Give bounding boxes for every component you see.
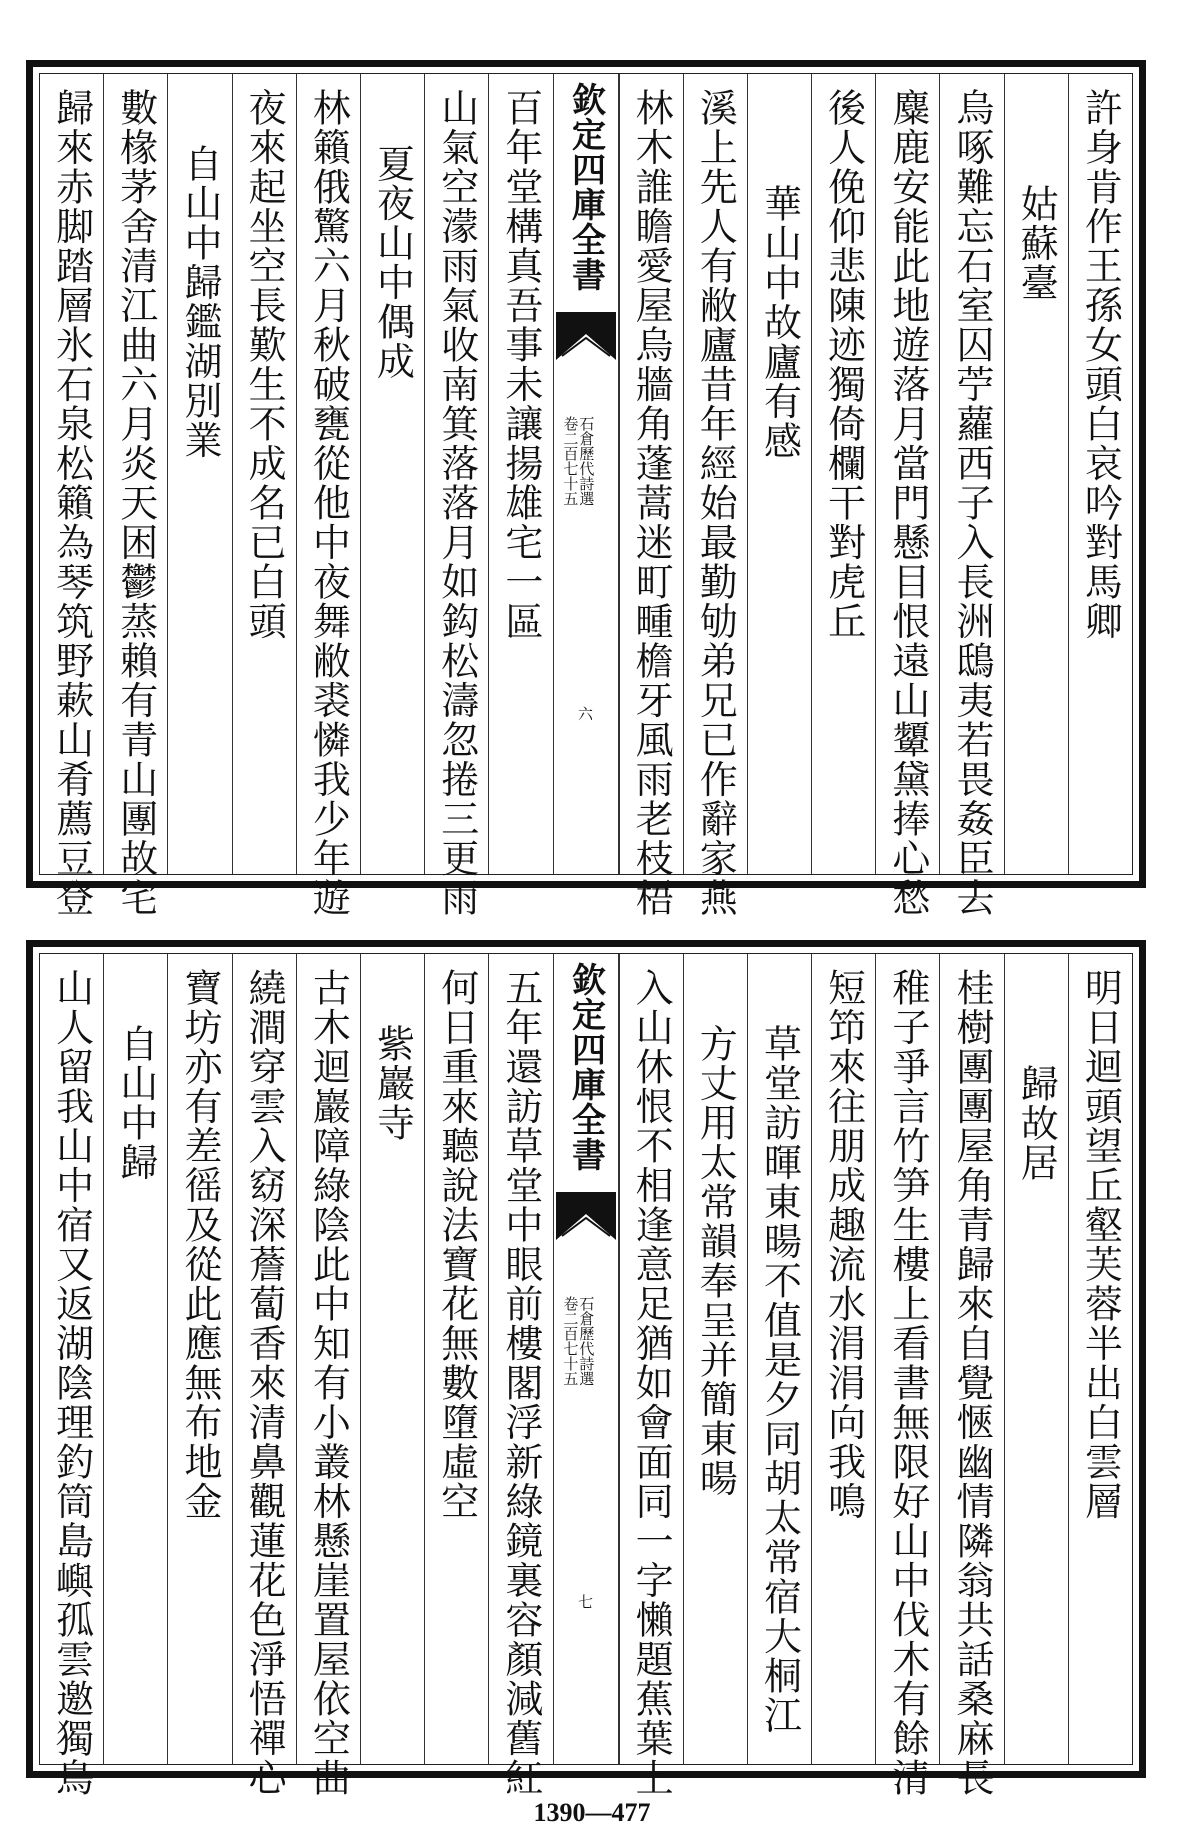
- juan-label: 卷二百七十五: [561, 416, 580, 506]
- verse-line: 溪上先人有敝廬昔年經始最勤劬弟兄已作辭家燕: [693, 88, 738, 918]
- verse-line: 烏啄難忘石室囚苧蘿西子入長洲鴟夷若畏姦臣去: [950, 88, 995, 918]
- text-column: [1004, 74, 1068, 874]
- text-column: [232, 74, 296, 874]
- text-column: [875, 74, 939, 918]
- verse-line: 五年還訪草堂中眼前樓閣浮新綠鏡裏容顏減舊紅: [498, 968, 543, 1798]
- text-column: [747, 74, 811, 874]
- top-page: [26, 60, 1146, 918]
- poem-title: 紫巖寺: [370, 1024, 415, 1143]
- text-column: [296, 954, 360, 1798]
- verse-line: 明日迴頭望丘壑芙蓉半出白雲層: [1078, 968, 1123, 1521]
- verse-line: 許身肯作王孫女頭白哀吟對馬卿: [1078, 88, 1123, 641]
- text-column: [683, 74, 747, 918]
- collection-title: 石倉歷代詩選: [577, 1296, 596, 1386]
- verse-line: 歸來赤脚踏層氷石泉松籟為琴筑野蔌山肴薦豆登: [49, 88, 94, 918]
- text-column: [103, 954, 167, 1764]
- text-column: [1004, 954, 1068, 1764]
- center-fold: [553, 74, 619, 874]
- verse-line: 林木誰瞻愛屋烏牆角蓬蒿迷町畽檐牙風雨老枝梧: [629, 88, 674, 918]
- center-fold: [553, 954, 619, 1764]
- text-column: [424, 954, 488, 1764]
- poem-title: 姑蘇臺: [1014, 184, 1059, 303]
- text-column: [683, 954, 747, 1764]
- verse-line: 何日重來聽說法寶花無數墮虛空: [434, 968, 479, 1521]
- text-column: [232, 954, 296, 1798]
- text-column: [103, 74, 167, 918]
- bottom-page: [26, 940, 1146, 1798]
- page-number: 1390—477: [533, 1798, 651, 1827]
- text-column: [360, 954, 424, 1764]
- folio-number: 六: [576, 706, 594, 721]
- poem-title: 夏夜山中偶成: [370, 144, 415, 381]
- text-column: [939, 74, 1003, 918]
- verse-line: 林籟俄驚六月秋破甕從他中夜舞敝裘憐我少年遊: [306, 88, 351, 918]
- verse-line: 後人俛仰悲陳迹獨倚欄干對虎丘: [821, 88, 866, 641]
- fishtail-icon: [556, 1192, 616, 1266]
- verse-line: 數椽茅舍清江曲六月炎天困鬱蒸賴有青山團故宅: [113, 88, 158, 918]
- verse-line: 麋鹿安能此地遊落月當門懸目恨遠山顰黛捧心愁: [885, 88, 930, 918]
- text-column: [296, 74, 360, 918]
- text-column: [40, 74, 103, 918]
- poem-title: 歸故居: [1014, 1064, 1059, 1183]
- verse-line: 稚子爭言竹笋生樓上看書無限好山中伐木有餘清: [885, 968, 930, 1798]
- text-column: [167, 954, 231, 1764]
- text-column: [488, 954, 552, 1798]
- book-title: 欽定四庫全書: [565, 82, 606, 292]
- text-column: [488, 74, 552, 874]
- text-column: [875, 954, 939, 1798]
- folio-number: 七: [576, 1594, 594, 1609]
- poem-title: 自山中歸鑑湖別業: [177, 144, 222, 460]
- bottom-page-frame: [39, 953, 1133, 1798]
- verse-line: 百年堂構真吾事未讓揚雄宅一區: [498, 88, 543, 641]
- poem-title: 方丈用太常韻奉呈并簡東暘: [693, 1024, 738, 1498]
- text-column: [619, 74, 683, 918]
- poem-title: 華山中故廬有感: [757, 184, 802, 461]
- verse-line: 寶坊亦有差徭及從此應無布地金: [177, 968, 222, 1521]
- text-column: [811, 954, 875, 1764]
- text-column: [360, 74, 424, 874]
- text-column: [1068, 954, 1132, 1764]
- verse-line: 山人留我山中宿又返湖陰理釣筒島嶼孤雲邀獨鳥: [49, 968, 94, 1798]
- poem-title: 草堂訪暉東暘不值是夕同胡太常宿大桐江: [757, 1024, 802, 1735]
- text-column: [811, 74, 875, 874]
- verse-line: 短笻來往朋成趣流水涓涓向我鳴: [821, 968, 866, 1521]
- verse-line: 夜來起坐空長歎生不成名已白頭: [242, 88, 287, 641]
- poem-title: 自山中歸: [113, 1024, 158, 1182]
- text-column: [939, 954, 1003, 1798]
- text-column: [167, 74, 231, 874]
- text-column: [424, 74, 488, 918]
- verse-line: 桂樹團團屋角青歸來自覺愜幽情隣翁共話桑麻長: [950, 968, 995, 1798]
- verse-line: 入山休恨不相逢意足猶如會面同一字懶題蕉葉上: [629, 968, 674, 1798]
- text-column: [747, 954, 811, 1764]
- juan-label: 卷二百七十五: [561, 1296, 580, 1386]
- verse-line: 古木迴巖障綠陰此中知有小叢林懸崖置屋依空曲: [306, 968, 351, 1798]
- text-column: [619, 954, 683, 1798]
- book-title: 欽定四庫全書: [565, 962, 606, 1172]
- top-page-frame: [39, 73, 1133, 918]
- collection-title: 石倉歷代詩選: [577, 416, 596, 506]
- fishtail-icon: [556, 312, 616, 386]
- text-column: [40, 954, 103, 1798]
- verse-line: 繞澗穿雲入窈深薝蔔香來清鼻觀蓮花色淨悟禪心: [242, 968, 287, 1798]
- text-column: [1068, 74, 1132, 874]
- verse-line: 山氣空濛雨氣收南箕落落月如鈎松濤忽捲三更雨: [434, 88, 479, 918]
